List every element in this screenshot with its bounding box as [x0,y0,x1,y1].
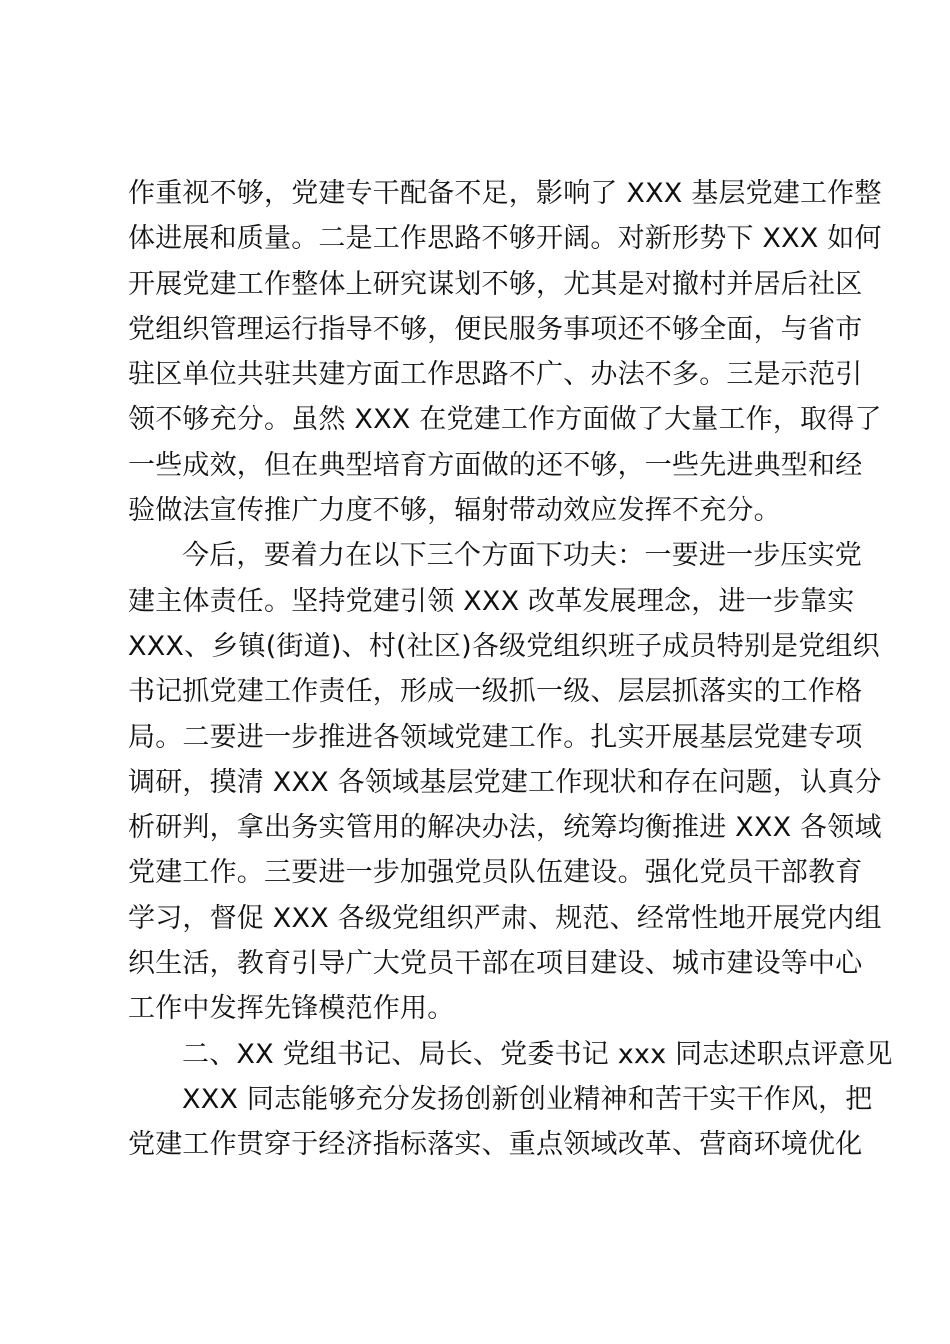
text-line: 调研，摸清 XXX 各领域基层党建工作现状和存在问题，认真分 [128,766,882,798]
text-line: 建主体责任。坚持党建引领 XXX 改革发展理念，进一步靠实 [128,585,855,617]
text-line: 开展党建工作整体上研究谋划不够，尤其是对撤村并居后社区 [128,268,863,300]
text-line: 体进展和质量。二是工作思路不够开阔。对新形势下 XXX 如何 [128,223,882,255]
text-line: 局。二要进一步推进各领域党建工作。扎实开展基层党建专项 [128,721,863,753]
text-line: 驻区单位共驻共建方面工作思路不广、办法不多。三是示范引 [128,359,863,391]
text-line: 书记抓党建工作责任，形成一级抓一级、层层抓落实的工作格 [128,676,863,708]
text-line: 领不够充分。虽然 XXX 在党建工作方面做了大量工作，取得了 [128,404,882,436]
text-line: 学习，督促 XXX 各级党组织严肃、规范、经常性地开展党内组 [128,902,882,934]
text-line: XXX 同志能够充分发扬创新创业精神和苦干实干作风，把 [182,1083,873,1115]
text-line: 织生活，教育引导广大党员干部在项目建设、城市建设等中心 [128,948,863,980]
text-line: 党建工作贯穿于经济指标落实、重点领域改革、营商环境优化 [128,1129,863,1161]
text-line: 验做法宣传推广力度不够，辐射带动效应发挥不充分。 [128,495,781,527]
text-line: 析研判，拿出务实管用的解决办法，统筹均衡推进 XXX 各领域 [128,812,882,844]
text-line: 一些成效，但在典型培育方面做的还不够，一些先进典型和经 [128,449,863,481]
text-line: 今后，要着力在以下三个方面下功夫：一要进一步压实党 [182,540,862,572]
text-line: 党建工作。三要进一步加强党员队伍建设。强化党员干部教育 [128,857,863,889]
document-body [128,171,893,1168]
text-line: 二、XX 党组书记、局长、党委书记 xxx 同志述职点评意见 [182,1038,893,1070]
text-line: XXX、乡镇(街道)、村(社区)各级党组织班子成员特别是党组织 [128,630,880,662]
text-line: 党组织管理运行指导不够，便民服务事项还不够全面，与省市 [128,313,863,345]
text-line: 作重视不够，党建专干配备不足，影响了 XXX 基层党建工作整 [128,178,882,209]
text-line: 工作中发挥先锋模范作用。 [128,993,455,1025]
